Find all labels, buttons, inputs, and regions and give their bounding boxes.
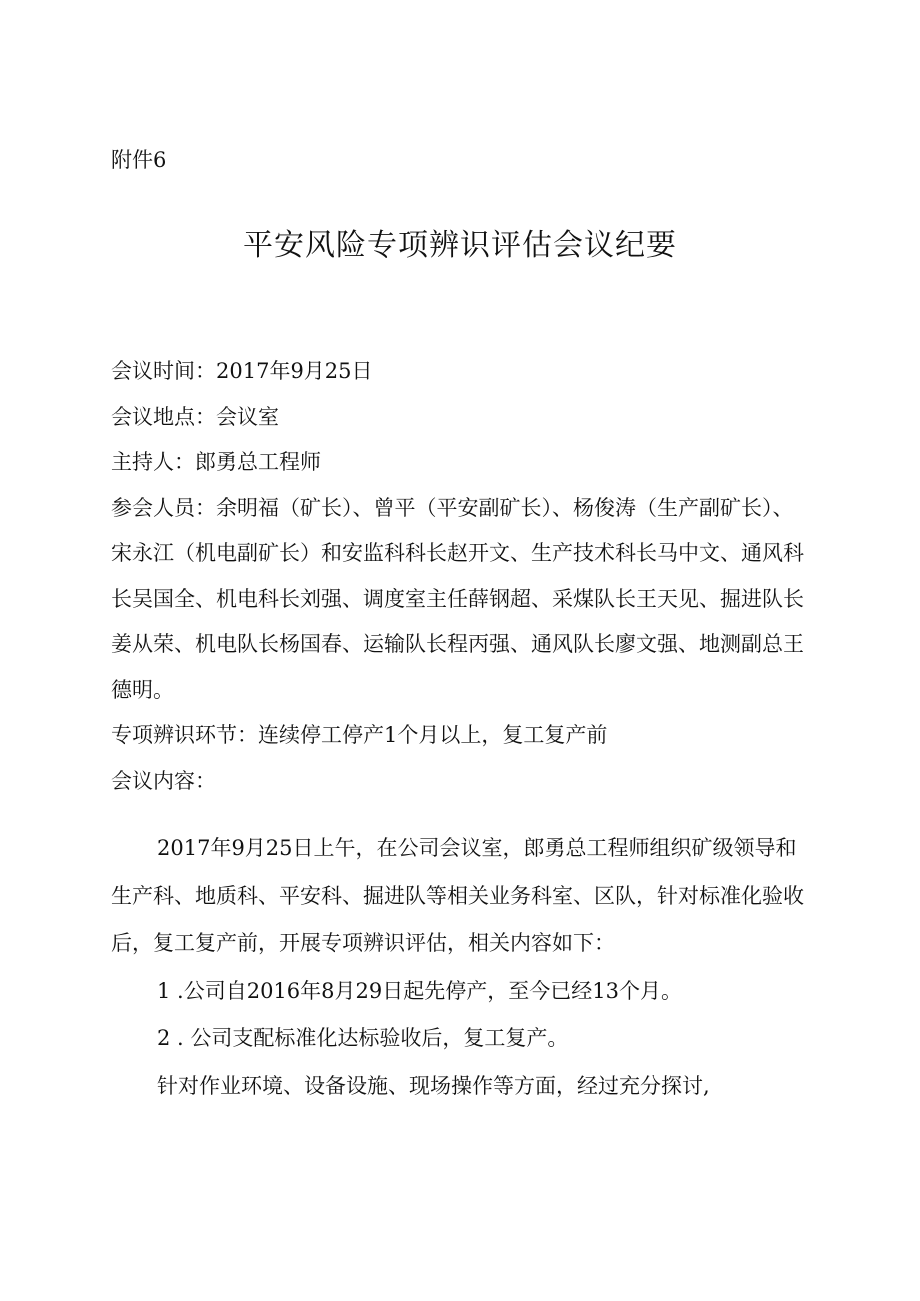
attachment-label: 附件6: [111, 148, 167, 172]
meeting-content-label: 会议内容：: [111, 768, 216, 793]
meeting-host: 主持人：郎勇总工程师: [111, 450, 321, 474]
content-paragraph: 2017年9月25日上午，在公司会议室，郎勇总工程师组织矿级领导和生产科、地质科、平安科、掘进队等相关业务科室、区队，针对标准化验收后，复工复产前，开展专项辨识评估，相关内容如下：: [111, 836, 804, 955]
meeting-place: 会议地点：会议室: [111, 404, 279, 429]
special-identification-stage: 专项辨识环节：连续停工停产1个月以上，复工复产前: [111, 723, 608, 747]
content-paragraph: 2 . 公司支配标准化达标验收后，复工复产。: [157, 1026, 569, 1050]
meeting-participants: 参会人员：余明福（矿长）、曾平（平安副矿长）、杨俊涛（生产副矿长）、宋永江（机电副矿长）和安监科科长赵开文、生产技术科长马中文、通风科长吴国全、机电科长刘强、调度室主任薛钢超、采煤队长王天见、掘进队长姜从荣、机电队长杨国春、运输队长程丙强、通风队长廖文强、地测副总王德明。: [111, 495, 804, 702]
meeting-content-body: [111, 825, 811, 1110]
content-paragraph: 针对作业环境、设备设施、现场操作等方面，经过充分探讨,: [157, 1073, 710, 1098]
meeting-info: [111, 349, 811, 804]
meeting-time: 会议时间：2017年9月25日: [111, 359, 373, 383]
content-paragraph: 1 .公司自2016年8月29日起先停产，至今已经13个月。: [157, 978, 682, 1003]
document-title: 平安风险专项辨识评估会议纪要: [243, 228, 677, 263]
